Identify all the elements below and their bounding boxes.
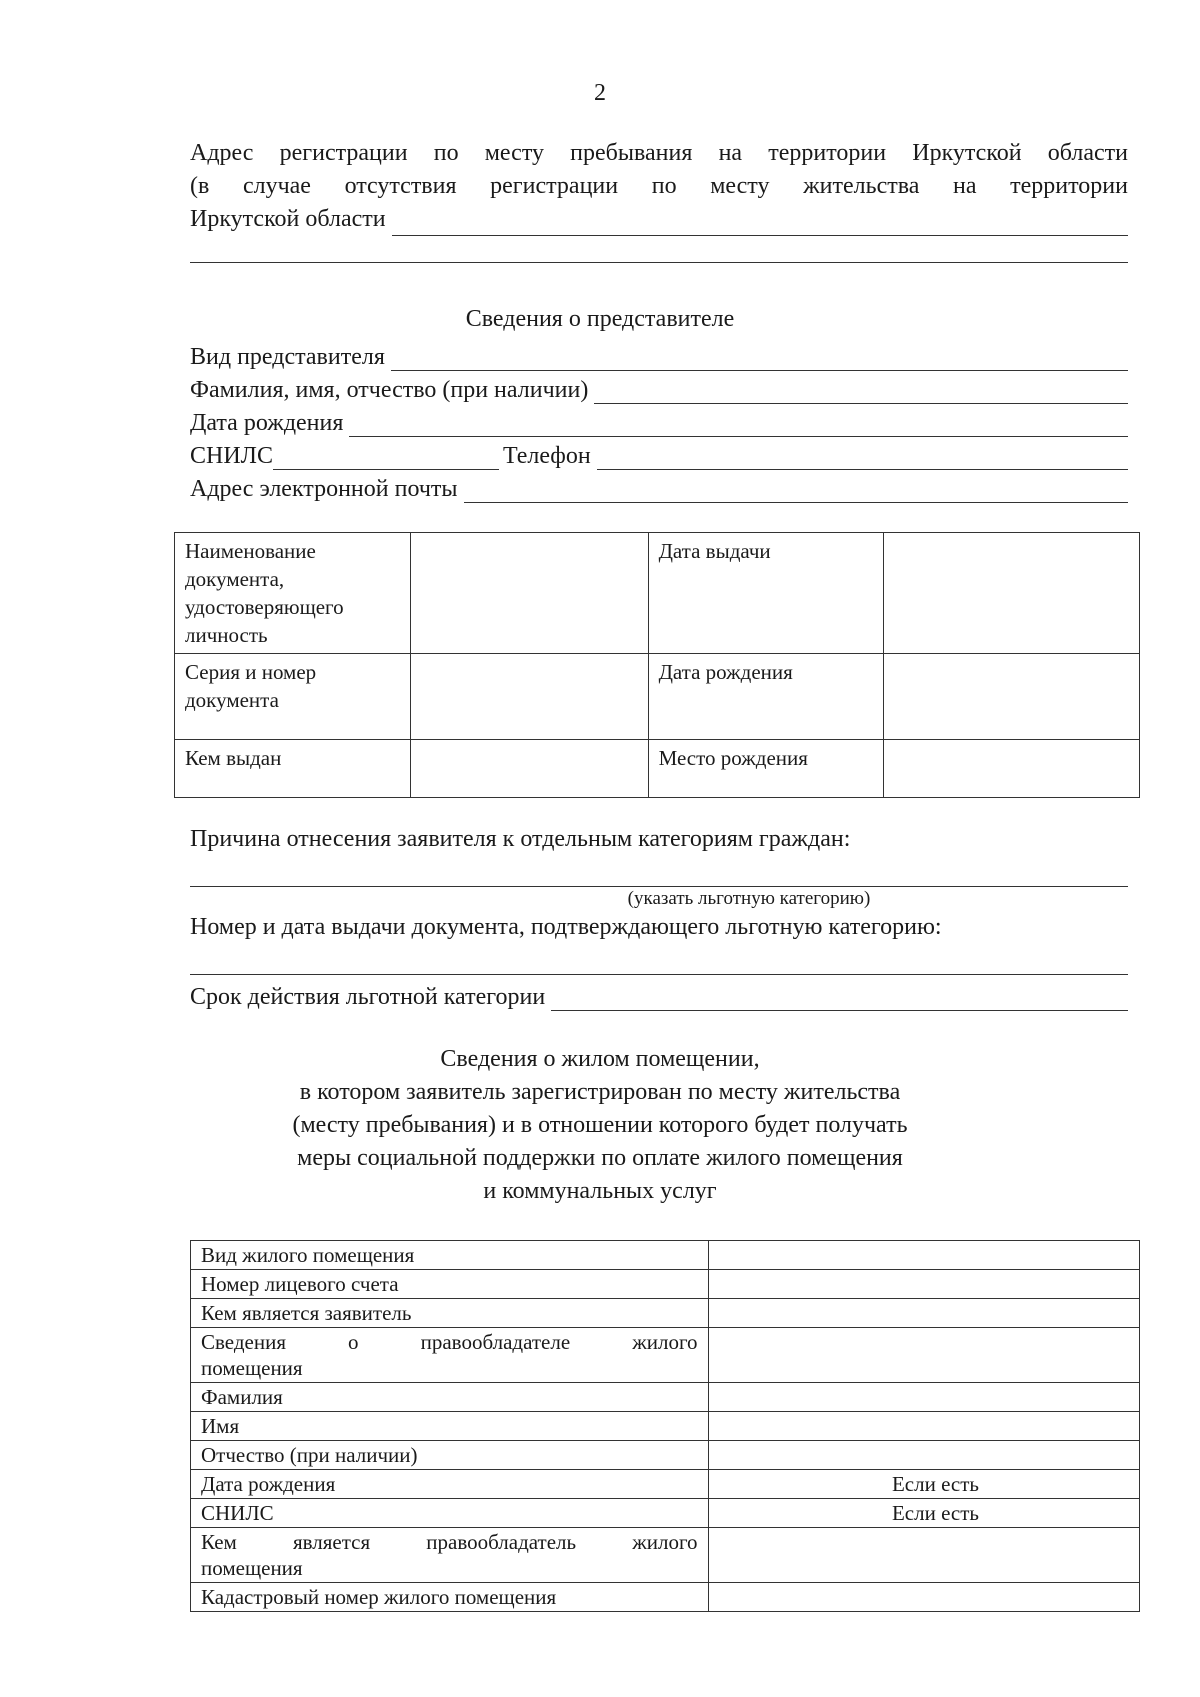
- representative-name-field[interactable]: [594, 379, 1128, 404]
- table-row: [175, 740, 1140, 798]
- housing-title-line: меры социальной поддержки по оплате жилого помещения: [297, 1145, 903, 1171]
- housing-title-line: Сведения о жилом помещении,: [440, 1046, 760, 1072]
- benefit-reason-caption: (указать льготную категорию): [627, 888, 871, 909]
- birth-place-field[interactable]: [884, 740, 1140, 798]
- representative-name-label: Фамилия, имя, отчество (при наличии): [190, 377, 589, 403]
- housing-title-line: в котором заявитель зарегистрирован по месту жительства: [299, 1079, 901, 1105]
- owner-surname-field[interactable]: [708, 1383, 1139, 1412]
- page-number: 2: [594, 80, 606, 106]
- representative-snils-field[interactable]: [273, 445, 499, 470]
- owner-birth-date-field[interactable]: [708, 1470, 1139, 1499]
- table-row: [191, 1583, 1140, 1612]
- benefit-document-label: Номер и дата выдачи документа, подтверждающего льготную категорию:: [190, 914, 942, 940]
- table-row: [191, 1241, 1140, 1270]
- account-number-field[interactable]: [708, 1270, 1139, 1299]
- representative-fields: [190, 338, 1128, 503]
- registration-address-field[interactable]: [392, 211, 1128, 236]
- benefit-term-field[interactable]: [551, 986, 1128, 1011]
- representative-phone-field[interactable]: [597, 445, 1128, 470]
- housing-title-line: (месту пребывания) и в отношении которого будет получать: [292, 1112, 908, 1138]
- owner-info-word: помещения: [201, 1356, 303, 1380]
- owner-birth-date-label: Дата рождения: [191, 1470, 709, 1499]
- owner-role-word: Кем: [201, 1530, 237, 1554]
- registration-address-block: [190, 137, 1128, 236]
- owner-surname-label: Фамилия: [191, 1383, 709, 1412]
- document-number-field[interactable]: [410, 654, 648, 740]
- representative-birth-label: Дата рождения: [190, 410, 344, 436]
- benefit-block: [190, 823, 1128, 1011]
- applicant-role-label: Кем является заявитель: [191, 1299, 709, 1328]
- table-row: [175, 533, 1140, 654]
- registration-address-field-continued[interactable]: [190, 262, 1128, 263]
- owner-info-label: [191, 1328, 709, 1383]
- representative-phone-label: Телефон: [502, 443, 591, 469]
- account-number-label: Номер лицевого счета: [191, 1270, 709, 1299]
- owner-info-word: Сведения: [201, 1330, 286, 1354]
- benefit-reason-field[interactable]: [190, 856, 1128, 887]
- owner-role-word: помещения: [201, 1556, 303, 1580]
- owner-name-field[interactable]: [708, 1412, 1139, 1441]
- table-row: [191, 1270, 1140, 1299]
- benefit-reason-label: Причина отнесения заявителя к отдельным категориям граждан:: [190, 826, 851, 852]
- representative-kind-field[interactable]: [391, 346, 1128, 371]
- owner-info-word: жилого: [632, 1330, 698, 1354]
- if-any-note: Если есть: [891, 1472, 979, 1496]
- issue-date-field[interactable]: [884, 533, 1140, 654]
- owner-role-word: жилого: [632, 1530, 698, 1554]
- registration-line-2: (в случае отсутствия регистрации по месту жительства на территории: [190, 173, 1128, 199]
- cadastral-number-field[interactable]: [708, 1583, 1139, 1612]
- identity-document-table: [174, 532, 1140, 798]
- table-row: [191, 1299, 1140, 1328]
- housing-type-label: Вид жилого помещения: [191, 1241, 709, 1270]
- representative-kind-label: Вид представителя: [190, 344, 385, 370]
- owner-role-word: является: [292, 1530, 371, 1554]
- table-row: [191, 1412, 1140, 1441]
- representative-snils-label: СНИЛС: [190, 443, 273, 469]
- housing-type-field[interactable]: [708, 1241, 1139, 1270]
- owner-info-word: о: [348, 1330, 359, 1354]
- owner-role-label: [191, 1528, 709, 1583]
- owner-patronymic-label: Отчество (при наличии): [191, 1441, 709, 1470]
- benefit-term-label: Срок действия льготной категории: [190, 984, 546, 1010]
- if-any-note: Если есть: [891, 1501, 979, 1525]
- birth-date-label: Дата рождения: [648, 654, 884, 740]
- issued-by-label: Кем выдан: [175, 740, 411, 798]
- registration-line-1: Адрес регистрации по месту пребывания на территории Иркутской области: [190, 140, 1128, 166]
- owner-role-field[interactable]: [708, 1528, 1139, 1583]
- cadastral-number-label: Кадастровый номер жилого помещения: [191, 1583, 709, 1612]
- birth-place-label: Место рождения: [648, 740, 884, 798]
- representative-email-label: Адрес электронной почты: [190, 476, 458, 502]
- table-row: [191, 1441, 1140, 1470]
- table-row: [191, 1528, 1140, 1583]
- issue-date-label: Дата выдачи: [648, 533, 884, 654]
- housing-table: [190, 1240, 1140, 1612]
- table-row: [191, 1470, 1140, 1499]
- document-number-label: Серия и номер документа: [175, 654, 411, 740]
- owner-role-word: правообладатель: [426, 1530, 577, 1554]
- representative-email-field[interactable]: [464, 478, 1128, 503]
- document-name-field[interactable]: [410, 533, 648, 654]
- representative-section-title: Сведения о представителе: [465, 306, 735, 332]
- owner-name-label: Имя: [191, 1412, 709, 1441]
- registration-line-3: Иркутской области: [190, 206, 386, 232]
- benefit-document-field[interactable]: [190, 944, 1128, 975]
- birth-date-field[interactable]: [884, 654, 1140, 740]
- table-row: [191, 1383, 1140, 1412]
- housing-title-line: и коммунальных услуг: [483, 1178, 717, 1204]
- table-row: [175, 654, 1140, 740]
- owner-info-word: правообладателе: [420, 1330, 571, 1354]
- housing-section-title: [0, 1043, 1200, 1208]
- owner-snils-field[interactable]: [708, 1499, 1139, 1528]
- owner-patronymic-field[interactable]: [708, 1441, 1139, 1470]
- document-name-label: Наименование документа, удостоверяющего личность: [175, 533, 411, 654]
- owner-info-field[interactable]: [708, 1328, 1139, 1383]
- applicant-role-field[interactable]: [708, 1299, 1139, 1328]
- representative-birth-field[interactable]: [349, 412, 1128, 437]
- owner-snils-label: СНИЛС: [191, 1499, 709, 1528]
- table-row: [191, 1328, 1140, 1383]
- issued-by-field[interactable]: [410, 740, 648, 798]
- table-row: [191, 1499, 1140, 1528]
